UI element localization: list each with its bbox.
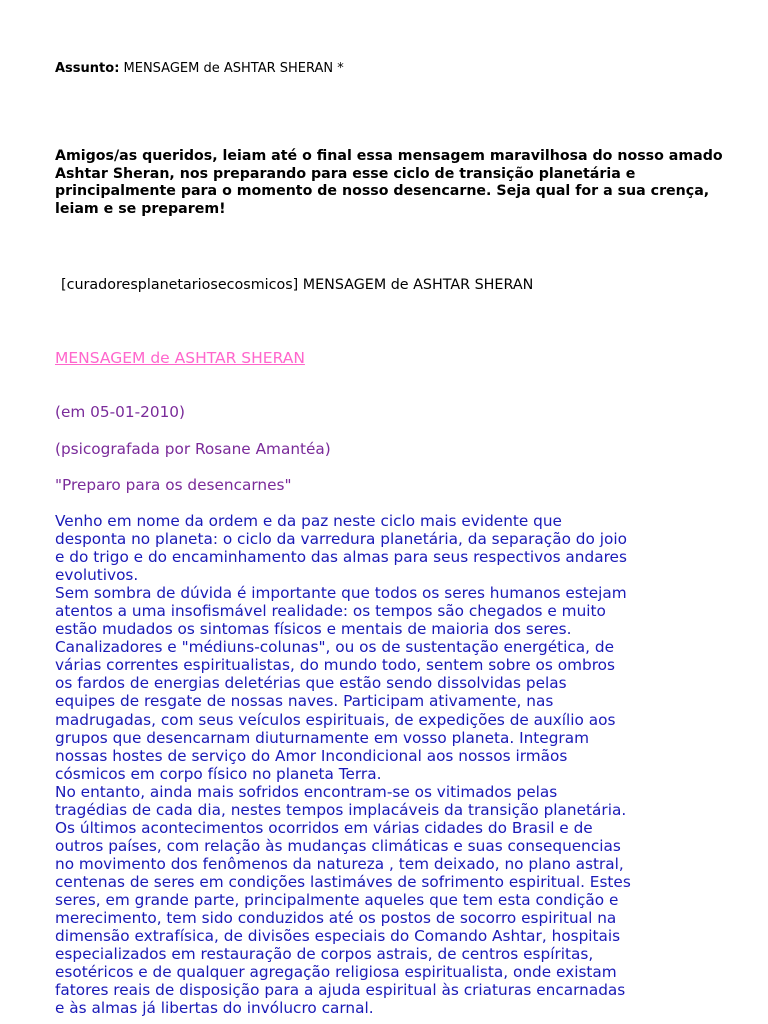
body-line: fatores reais de disposição para a ajuda espiritual às criaturas encarnadas (55, 981, 626, 1000)
body-line: dimensão extrafísica, de divisões especiais do Comando Ashtar, hospitais (55, 927, 621, 946)
body-line: Canalizadores e "médiuns-colunas", ou os de sustentação energética, de (55, 638, 615, 657)
body-line: cósmicos em corpo físico no planeta Terra. (55, 764, 382, 783)
body-line: atentos a uma insofismável realidade: os tempos são chegados e muito (55, 602, 606, 621)
body-line: esotéricos e de qualquer agregação religiosa espiritualista, onde existam (55, 963, 617, 982)
mailing-list-header: [curadoresplanetariosecosmicos] MENSAGEM de ASHTAR SHERAN (61, 277, 534, 293)
body-line: Sem sombra de dúvida é importante que todos os seres humanos estejam (55, 584, 627, 603)
body-line: centenas de seres em condições lastimáves de sofrimento espiritual. Estes (55, 872, 631, 891)
body-line: equipes de resgate de nossas naves. Participam ativamente, nas (55, 692, 554, 711)
message-body (55, 512, 755, 1017)
email-subject (55, 61, 344, 76)
message-title-link[interactable]: MENSAGEM de ASHTAR SHERAN (55, 349, 305, 367)
body-line: seres, em grande parte, principalmente aqueles que tem esta condição e (55, 890, 619, 909)
body-line: evolutivos. (55, 566, 139, 585)
subject-value: MENSAGEM de ASHTAR SHERAN * (119, 61, 344, 76)
intro-paragraph: Amigos/as queridos, leiam até o final essa mensagem maravilhosa do nosso amado Ashtar Sheran, nos preparando para esse ciclo de transição planetária e principalmente para o momento de nosso desencarne. Seja qual for a sua crença, leiam e se preparem! (55, 148, 723, 217)
subject-label: Assunto: (55, 61, 120, 76)
body-line: estão mudados os sintomas físicos e mentais de maioria dos seres. (55, 620, 572, 639)
body-line: grupos que desencarnam diuturnamente em vosso planeta. Integram (55, 728, 589, 747)
body-line: os fardos de energias deletérias que estão sendo dissolvidas pelas (55, 674, 567, 693)
body-line: Os últimos acontecimentos ocorridos em várias cidades do Brasil e de (55, 818, 593, 837)
body-line: merecimento, tem sido conduzidos até os postos de socorro espiritual na (55, 909, 617, 928)
message-subtitle: "Preparo para os desencarnes" (55, 476, 292, 494)
message-date: (em 05-01-2010) (55, 403, 186, 421)
body-line: especializados em restauração de corpos astrais, de centros espíritas, (55, 945, 594, 964)
body-line: outros países, com relação às mudanças climáticas e suas consequencias (55, 836, 621, 855)
body-line: madrugadas, com seus veículos espirituais, de expedições de auxílio aos (55, 710, 616, 729)
body-line: Venho em nome da ordem e da paz neste ciclo mais evidente que (55, 512, 562, 530)
body-line: no movimento dos fenômenos da natureza , tem deixado, no plano astral, (55, 854, 624, 873)
body-line: nossas hostes de serviço do Amor Incondicional aos nossos irmãos (55, 746, 568, 765)
body-line: e do trigo e do encaminhamento das almas para seus respectivos andares (55, 548, 627, 567)
body-line: tragédias de cada dia, nestes tempos implacáveis da transição planetária. (55, 800, 627, 819)
message-author: (psicografada por Rosane Amantéa) (55, 440, 331, 458)
body-line: várias correntes espiritualistas, do mundo todo, sentem sobre os ombros (55, 656, 616, 675)
body-line: No entanto, ainda mais sofridos encontram-se os vitimados pelas (55, 782, 558, 801)
body-line: e às almas já libertas do invólucro carnal. (55, 999, 374, 1018)
body-line: desponta no planeta: o ciclo da varredura planetária, da separação do joio (55, 530, 627, 549)
